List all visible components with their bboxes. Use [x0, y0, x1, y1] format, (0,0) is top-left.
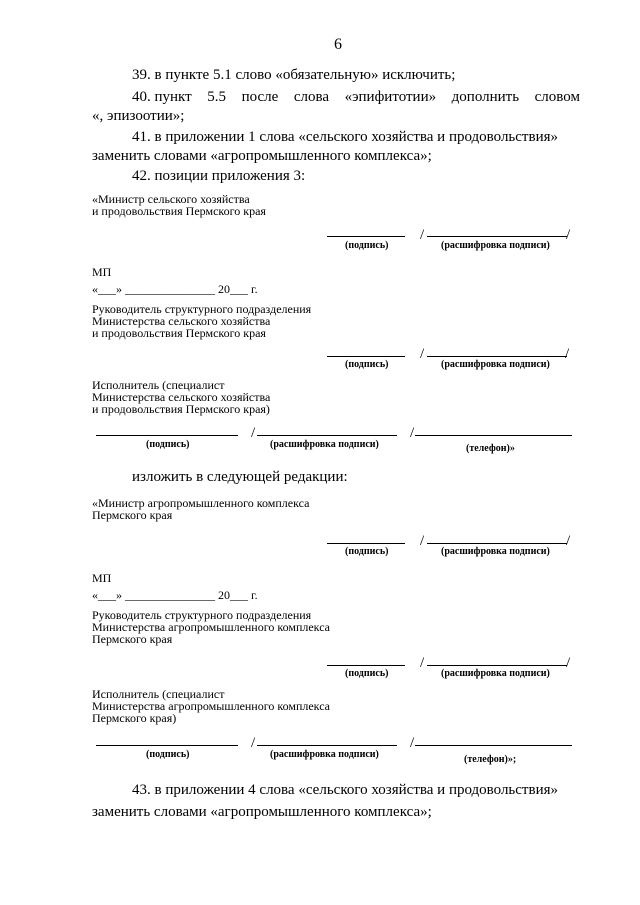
- slash: /: [410, 735, 415, 751]
- new-minister-signature-line: [327, 543, 405, 544]
- item-40-word: дополнить: [451, 89, 520, 105]
- new-executor-signature-line: [96, 745, 238, 746]
- page-number: 6: [334, 36, 342, 53]
- replace-heading: изложить в следующей редакции:: [132, 469, 348, 485]
- new-head-decoding-line: [427, 665, 567, 666]
- slash: /: [420, 227, 425, 243]
- item-41-line1: 41. в приложении 1 слова «сельского хозяйства и продовольствия»: [132, 129, 558, 145]
- item-40-word: после: [241, 89, 279, 105]
- slash: /: [566, 227, 571, 243]
- new-executor: Исполнитель (специалист Министерства агропромышленного комплекса Пермского края): [92, 687, 331, 725]
- signature-label: (подпись): [345, 359, 389, 370]
- old-head-signature-line: [327, 356, 405, 357]
- old-minister-signature-line: [327, 236, 405, 237]
- phone-label: (телефон)»;: [464, 754, 517, 765]
- new-date: «___» _______________ 20___ г.: [92, 588, 258, 602]
- old-date: «___» _______________ 20___ г.: [92, 282, 258, 296]
- new-minister: «Министр агропромышленного комплекса Пермского края: [92, 496, 310, 522]
- slash: /: [565, 346, 570, 362]
- item-40-word: 5.5: [207, 89, 227, 105]
- item-43-line1: 43. в приложении 4 слова «сельского хозяйства и продовольствия»: [132, 782, 558, 798]
- item-39: 39. в пункте 5.1 слово «обязательную» исключить;: [132, 67, 456, 83]
- decoding-label: (расшифровка подписи): [441, 546, 550, 557]
- new-head-signature-line: [327, 665, 405, 666]
- decoding-label: (расшифровка подписи): [441, 359, 550, 370]
- old-executor-phone-line: [415, 435, 572, 436]
- old-mp: МП: [92, 265, 112, 279]
- new-head: Руководитель структурного подразделения Министерства агропромышленного комплекса Пермского края: [92, 608, 331, 646]
- new-mp: МП: [92, 571, 112, 585]
- item-43-line2: заменить словами «агропромышленного комплекса»;: [92, 804, 432, 820]
- slash: /: [566, 655, 571, 671]
- item-40-line2: «, эпизоотии»;: [92, 108, 185, 124]
- old-executor: Исполнитель (специалист Министерства сельского хозяйства и продовольствия Пермского края): [92, 378, 271, 416]
- old-executor-signature-line: [96, 435, 238, 436]
- item-41-line2: заменить словами «агропромышленного комплекса»;: [92, 148, 432, 164]
- signature-label: (подпись): [146, 749, 190, 760]
- slash: /: [410, 425, 415, 441]
- old-head: Руководитель структурного подразделения Министерства сельского хозяйства и продовольствия Пермского края: [92, 302, 312, 340]
- signature-label: (подпись): [345, 546, 389, 557]
- slash: /: [420, 346, 425, 362]
- old-executor-decoding-line: [257, 435, 397, 436]
- signature-label: (подпись): [345, 240, 389, 251]
- signature-label: (подпись): [146, 439, 190, 450]
- decoding-label: (расшифровка подписи): [270, 439, 379, 450]
- decoding-label: (расшифровка подписи): [441, 668, 550, 679]
- slash: /: [420, 655, 425, 671]
- item-40-word: «эпифитотии»: [344, 89, 437, 105]
- new-minister-decoding-line: [427, 543, 567, 544]
- item-40-line1: [132, 88, 580, 106]
- item-40-word: словом: [534, 89, 580, 105]
- old-minister: «Министр сельского хозяйства и продовольствия Пермского края: [92, 192, 266, 218]
- slash: /: [251, 735, 256, 751]
- slash: /: [420, 533, 425, 549]
- decoding-label: (расшифровка подписи): [270, 749, 379, 760]
- item-40-word: слова: [293, 89, 330, 105]
- new-executor-phone-line: [415, 745, 572, 746]
- phone-label: (телефон)»: [466, 443, 515, 454]
- slash: /: [251, 425, 256, 441]
- slash: /: [566, 533, 571, 549]
- new-executor-decoding-line: [257, 745, 397, 746]
- item-40-word: 40. пункт: [132, 89, 192, 105]
- old-head-decoding-line: [427, 356, 567, 357]
- decoding-label: (расшифровка подписи): [441, 240, 550, 251]
- signature-label: (подпись): [345, 668, 389, 679]
- item-42: 42. позиции приложения 3:: [132, 168, 306, 184]
- old-minister-decoding-line: [427, 236, 567, 237]
